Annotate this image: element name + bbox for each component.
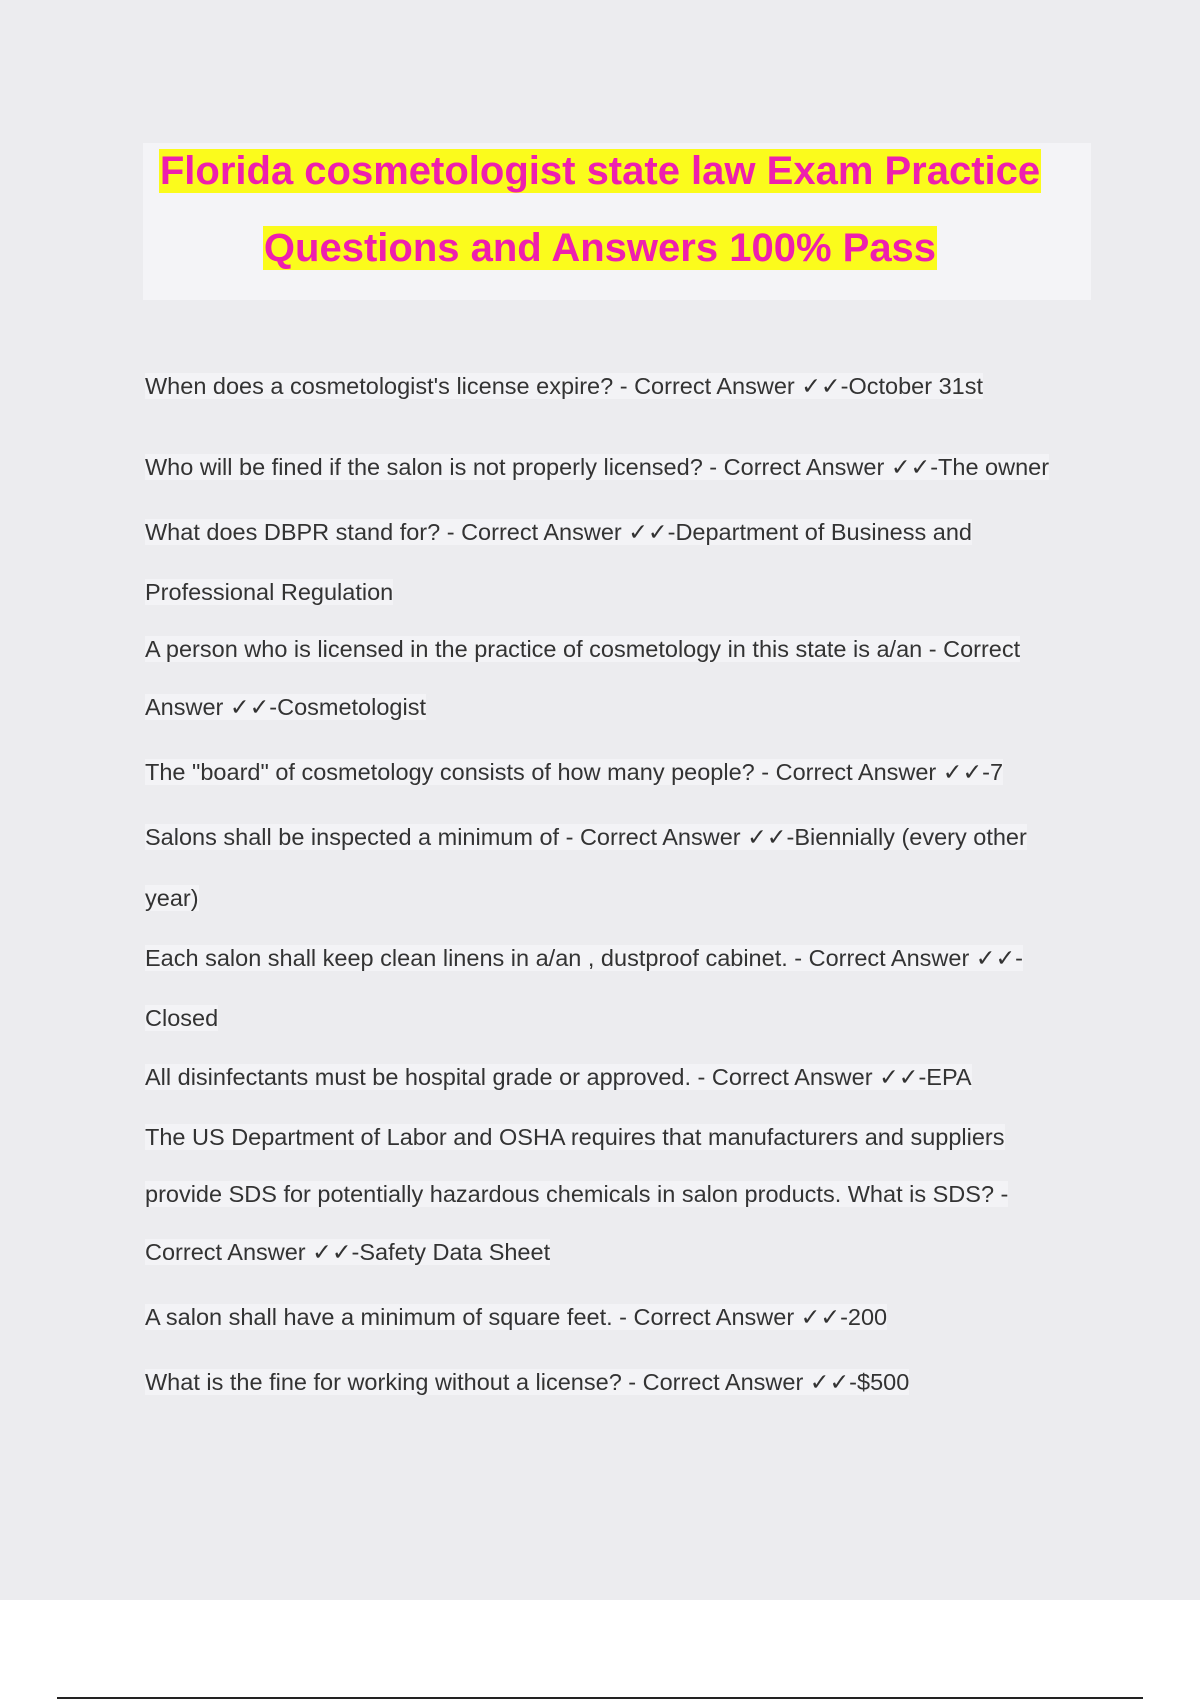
- qa-line: What does DBPR stand for? - Correct Answer ✓✓-Department of Business and: [145, 519, 972, 545]
- document-title-line-1: Florida cosmetologist state law Exam Practice: [159, 149, 1041, 193]
- qa-line: Professional Regulation: [145, 579, 394, 605]
- qa-line: Each salon shall keep clean linens in a/an , dustproof cabinet. - Correct Answer ✓✓-: [145, 945, 1024, 971]
- qa-line: Who will be fined if the salon is not properly licensed? - Correct Answer ✓✓-The owner: [145, 454, 1050, 480]
- qa-line: A person who is licensed in the practice of cosmetology in this state is a/an - Correct: [145, 636, 1021, 662]
- qa-line: provide SDS for potentially hazardous chemicals in salon products. What is SDS? -: [145, 1181, 1009, 1207]
- qa-line: Answer ✓✓-Cosmetologist: [145, 694, 426, 720]
- qa-line: A salon shall have a minimum of square feet. - Correct Answer ✓✓-200: [145, 1304, 888, 1330]
- qa-line: Correct Answer ✓✓-Safety Data Sheet: [145, 1239, 551, 1265]
- qa-line: Closed: [145, 1005, 219, 1031]
- qa-line: year): [145, 885, 199, 911]
- qa-line: When does a cosmetologist's license expire? - Correct Answer ✓✓-October 31st: [145, 373, 983, 399]
- footer-divider: [57, 1697, 1143, 1699]
- qa-line: What is the fine for working without a license? - Correct Answer ✓✓-$500: [145, 1369, 910, 1395]
- document-title-line-2: Questions and Answers 100% Pass: [263, 226, 937, 270]
- qa-line: All disinfectants must be hospital grade or approved. - Correct Answer ✓✓-EPA: [145, 1064, 972, 1090]
- qa-line: Salons shall be inspected a minimum of - Correct Answer ✓✓-Biennially (every other: [145, 824, 1027, 850]
- qa-line: The US Department of Labor and OSHA requires that manufacturers and suppliers: [145, 1124, 1005, 1150]
- qa-line: The "board" of cosmetology consists of how many people? - Correct Answer ✓✓-7: [145, 759, 1004, 785]
